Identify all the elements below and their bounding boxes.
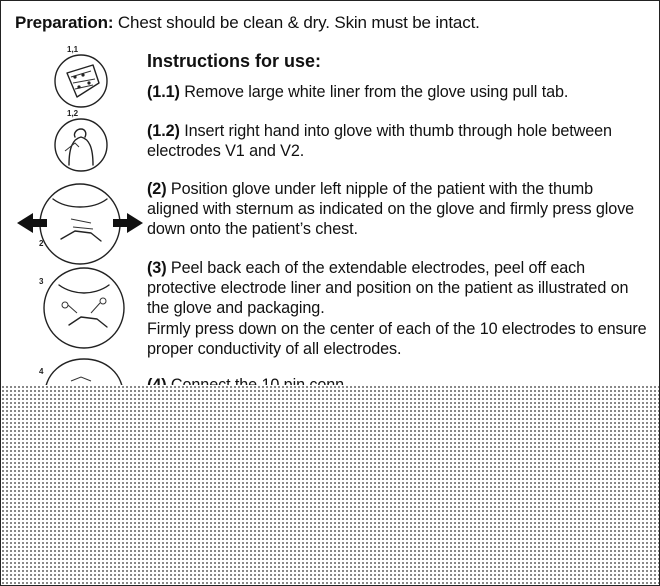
- figure-label-1-2: 1,2: [67, 109, 79, 118]
- figure-label-2: 2: [39, 239, 44, 248]
- peel-electrodes-figure-icon: [41, 265, 127, 351]
- step-1-2-number: (1.2): [147, 122, 180, 140]
- figure-label-4: 4: [39, 367, 44, 376]
- step-1-2: [147, 121, 647, 161]
- insert-hand-figure-icon: [53, 117, 109, 173]
- remove-liner-figure-icon: [53, 53, 109, 109]
- step-2: [147, 179, 647, 239]
- preparation-label: Preparation:: [15, 13, 114, 32]
- step-1-2-text: Insert right hand into glove with thumb through hole between electrodes V1 and V2.: [147, 122, 612, 160]
- figure-label-1-1: 1,1: [67, 45, 79, 54]
- figure-label-3: 3: [39, 277, 44, 286]
- step-1-1-number: (1.1): [147, 83, 180, 101]
- step-3-text: Peel back each of the extendable electrodes, peel off each protective electrode liner and position on the patient as illustrated on the glove and packaging.: [147, 259, 629, 317]
- instructions-heading: Instructions for use:: [147, 51, 322, 71]
- step-3-text-2: Firmly press down on the center of each of the 10 electrodes to ensure proper conductivity of all electrodes.: [147, 320, 647, 358]
- step-1-1-text: Remove large white liner from the glove using pull tab.: [184, 83, 569, 101]
- step-2-number: (2): [147, 180, 167, 198]
- step-3-continued: [147, 319, 647, 359]
- redacted-dotted-area: [1, 385, 660, 586]
- preparation-text: Chest should be clean & dry. Skin must be intact.: [117, 13, 480, 32]
- position-glove-figure-icon: [15, 179, 145, 269]
- step-3: [147, 258, 647, 318]
- step-2-text: Position glove under left nipple of the patient with the thumb aligned with sternum as indicated on the glove and firmly press glove down onto the patient’s chest.: [147, 180, 635, 238]
- step-3-number: (3): [147, 259, 167, 277]
- preparation-line: [15, 12, 480, 34]
- step-1-1: [147, 82, 647, 102]
